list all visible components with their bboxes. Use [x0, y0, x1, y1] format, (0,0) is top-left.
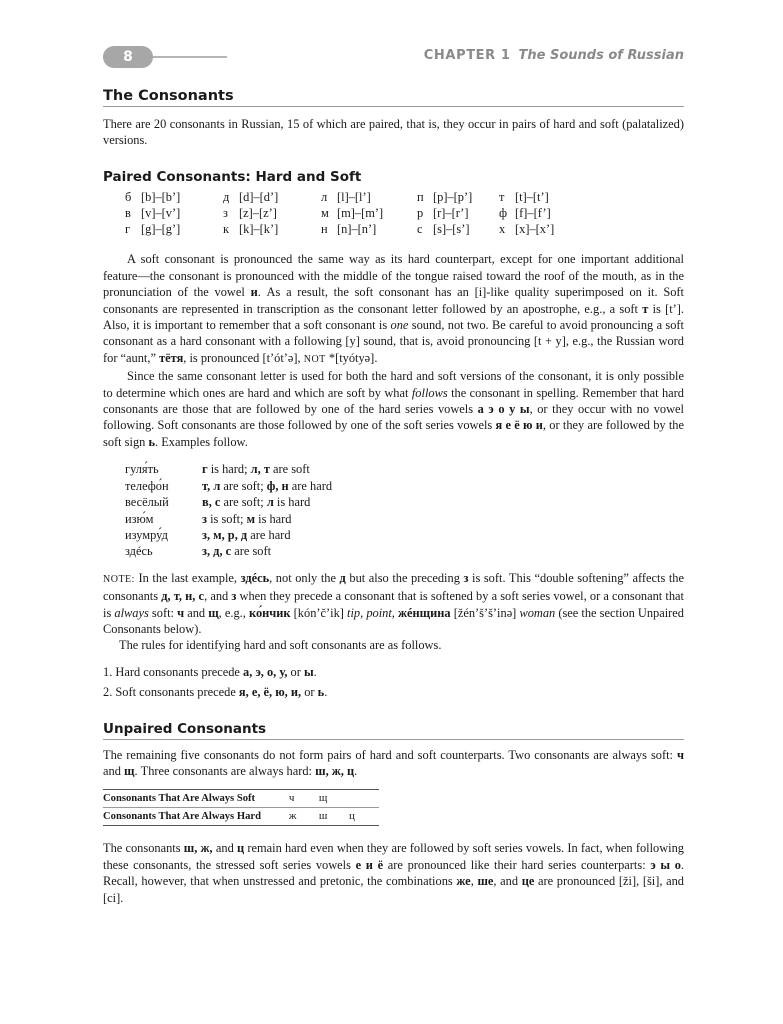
- subheading-unpaired: Unpaired Consonants: [103, 721, 684, 740]
- running-header: [103, 46, 684, 68]
- example-row: изумру́д з, м, р, д are hard: [125, 527, 291, 542]
- pair-cell: н [n]–[n’]: [321, 222, 377, 237]
- paragraph-soft-consonants: A soft consonant is pronounced the same way as its hard counterpart, except for one important additional feature—the consonant is pronounced with the middle of the tongue raised toward the roof of the mouth, as in the pronunciation of the vowel и. As a result, the soft consonant has an [i]-like quality superimposed on it. Soft consonants are represented in transcription as the consonant letter followed by an apostrophe, e.g., a soft т is [t’]. Also, it is important to remember that a soft consonant is one sound, not two. Be careful to avoid pronouncing a soft consonant as a hard consonant with a following [y] sound, that is, avoid pronouncing [t + y], e.g., the Russian word for “aunt,” тётя, is pronounced [t’ót’ə], NOT *[tyótyə].: [103, 252, 685, 365]
- rules-list: [103, 664, 684, 701]
- rule-item: 2. Soft consonants precede я, е, ё, ю, и, or ь.: [103, 685, 328, 700]
- page-number-badge: 8: [103, 46, 153, 68]
- section-heading-consonants: The Consonants: [103, 88, 684, 107]
- pair-cell: г [g]–[g’]: [125, 222, 181, 237]
- note-paragraph: NOTE: In the last example, здéсь, not only the д but also the preceding з is soft. This “double softening” affects the consonants д, т, н, с, and з when they precede a consonant that is softened by a soft series vowel, or a consonant that is always soft: ч and щ, e.g., ко́нчик [kón’č’ik] tip, point, жéнщина [žén’š’š’inə] woman (see the section Unpaired Consonants below).: [103, 570, 684, 636]
- final-paragraph: The consonants ш, ж, and ц remain hard even when they are followed by soft series vowels. In fact, when following these consonants, the stressed soft series vowels е и ё are pronounced like their hard series counterparts: э ы о. Recall, however, that when unstressed and pretonic, the combinations же, ше, and це are pronounced [ži], [ši], and [ci].: [103, 841, 685, 905]
- pair-cell: м [m]–[m’]: [321, 206, 384, 221]
- pair-cell: л [l]–[l’]: [321, 189, 371, 204]
- chapter-title: The Sounds of Russian: [518, 48, 684, 63]
- pair-cell: з [z]–[z’]: [223, 206, 277, 221]
- rules-intro: The rules for identifying hard and soft consonants are as follows.: [119, 638, 442, 653]
- unpaired-intro: The remaining five consonants do not form pairs of hard and soft counterparts. Two consonants are always soft: ч and щ. Three consonants are always hard: ш, ж, ц.: [103, 747, 684, 778]
- running-head: [424, 48, 684, 63]
- pair-cell: к [k]–[k’]: [223, 222, 279, 237]
- pair-cell: х [x]–[x’]: [499, 222, 555, 237]
- example-row: изю́м з is soft; м is hard: [125, 511, 292, 526]
- unpaired-table: [103, 789, 379, 826]
- paragraph-spelling-rules: Since the same consonant letter is used for both the hard and soft versions of the consonant, it is only possible to determine which ones are hard and which are soft by what follows the consonant in spelling. Remember that hard consonants are those that are followed by one of the hard series vowels а э о у ы, or they occur with no vowel following. Soft consonants are those followed by one of the soft series vowels я е ё ю и, or they are followed by the soft sign ь. Examples follow.: [103, 369, 685, 449]
- chapter-label: CHAPTER 1: [423, 48, 511, 63]
- paired-consonants-grid: [125, 189, 684, 238]
- pair-cell: с [s]–[s’]: [417, 222, 470, 237]
- subheading-paired: Paired Consonants: Hard and Soft: [103, 168, 362, 185]
- pair-cell: р [r]–[r’]: [417, 206, 469, 221]
- pair-cell: б [b]–[b’]: [125, 189, 181, 204]
- table-row: Consonants That Are Always Soft ч щ: [103, 790, 379, 808]
- pair-cell: ф [f]–[f’]: [499, 206, 551, 221]
- example-row: гуля́ть г is hard; л, т are soft: [125, 462, 310, 477]
- header-rule: [153, 56, 227, 58]
- example-row: здéсь з, д, с are soft: [125, 544, 272, 559]
- rule-item: 1. Hard consonants precede а, э, о, у, or ы.: [103, 664, 317, 679]
- example-row: весёлый в, с are soft; л is hard: [125, 495, 311, 510]
- table-row: Consonants That Are Always Hard ж ш ц: [103, 810, 355, 823]
- consonants-intro: There are 20 consonants in Russian, 15 of which are paired, that is, they occur in pairs of hard and soft (palatalized) versions.: [103, 117, 684, 148]
- pair-cell: д [d]–[d’]: [223, 189, 279, 204]
- example-row: телефо́н т, л are soft; ф, н are hard: [125, 478, 333, 493]
- pair-cell: п [p]–[p’]: [417, 189, 473, 204]
- page-content: [103, 88, 684, 906]
- example-list: [125, 461, 684, 559]
- pair-cell: т [t]–[t’]: [499, 189, 549, 204]
- pair-cell: в [v]–[v’]: [125, 206, 181, 221]
